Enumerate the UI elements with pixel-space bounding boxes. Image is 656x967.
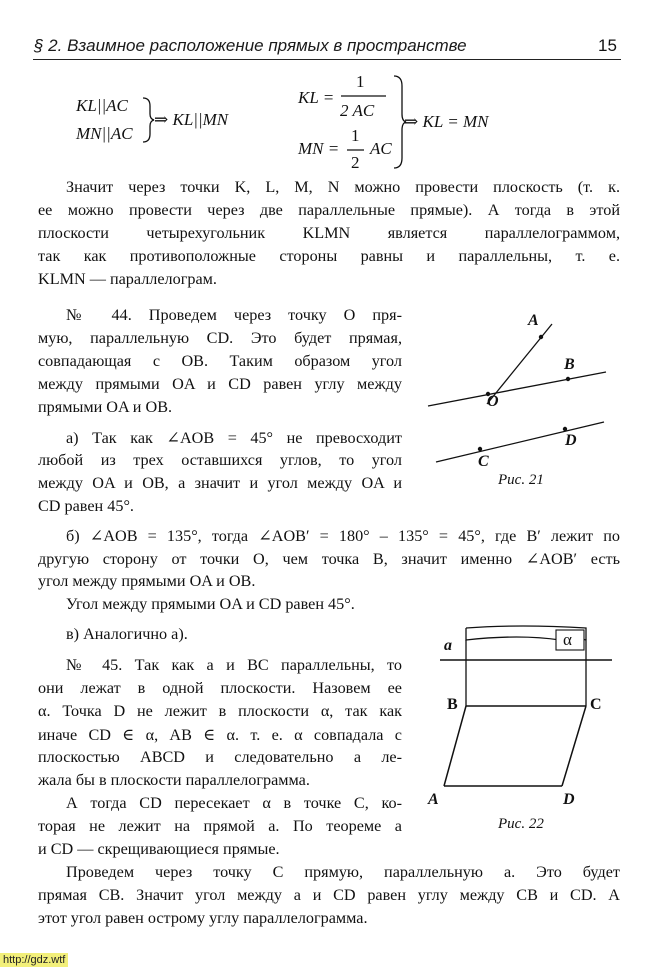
problem-44-part-a: любой из трех оставшихся углов, то угол (38, 451, 402, 469)
problem-44-part-b: угол между прямыми OA и OB. (38, 572, 256, 590)
paragraph-line: ее можно провести через две параллельные прямые). А тогда в этой (38, 201, 620, 219)
figure-21-label-o: O (487, 393, 499, 410)
page-number: 15 (598, 36, 617, 55)
figure-22-label-a-point: A (428, 791, 439, 808)
problem-45-line: и CD — скрещивающиеся прямые. (38, 840, 280, 858)
problem-44-part-a: CD равен 45°. (38, 497, 134, 515)
problem-44-line: совпадающая с OB. Таким образом угол (38, 352, 402, 370)
formula-mn-lhs: MN = (298, 139, 340, 158)
problem-45-conclusion: Проведем через точку C прямую, параллельную a. Это будет (66, 863, 620, 881)
problem-44-answer: Угол между прямыми OA и CD равен 45°. (66, 595, 355, 613)
problem-45-line: иначе CD ∈ α, AB ∈ α. т. е. α совпадала с (38, 726, 402, 744)
problem-44-part-c: в) Аналогично а). (66, 625, 188, 643)
figure-21-caption: Рис. 21 (498, 472, 544, 488)
problem-44-line: между прямыми OA и CD равен углу между (38, 375, 402, 393)
figure-21-label-c: C (478, 453, 489, 470)
problem-45-line: они лежат в одной плоскости. Назовем ее (38, 679, 402, 697)
paragraph-line: Значит через точки K, L, M, N можно провести плоскость (т. к. (66, 178, 620, 196)
formula-kl-parallel-mn: ⇒ KL||MN (154, 110, 229, 129)
formula-mn-tail: AC (370, 139, 392, 158)
problem-44-part-a: а) Так как ∠AOB = 45° не превосходит (66, 429, 402, 447)
page-header-title: § 2. Взаимное расположение прямых в пространстве (34, 36, 467, 55)
paragraph-line: так как противоположные стороны равны и параллельны, т. е. (38, 247, 620, 265)
figure-22-label-d: D (563, 791, 575, 808)
problem-44-line: № 44. Проведем через точку O пря- (66, 306, 402, 324)
paragraph-line: KLMN — параллелограм. (38, 270, 217, 288)
problem-45-conclusion: прямая CB. Значит угол между a и CD равен углу между CB и CD. А (38, 886, 620, 904)
problem-45-line: № 45. Так как a и BC параллельны, то (66, 656, 402, 674)
problem-45-line: А тогда CD пересекает α в точке C, ко- (66, 794, 402, 812)
problem-45-line: жала бы в плоскости параллелограмма. (38, 771, 310, 789)
formula-mn-parallel-ac: MN||AC (76, 124, 133, 143)
formula-kl-equals-mn: ⇒ KL = MN (404, 112, 489, 131)
problem-45-line: α. Точка D не лежит в плоскости α, так как (38, 702, 402, 720)
problem-45-conclusion: этот угол равен острому углу параллелограмма. (38, 909, 368, 927)
figure-22-caption: Рис. 22 (498, 816, 544, 832)
problem-45-line: плоскостью ABCD и следовательно a ле- (38, 748, 402, 766)
figure-22-label-a-line: a (444, 637, 452, 654)
formula-mn-denominator: 2 (351, 153, 360, 172)
formula-mn-numerator: 1 (351, 126, 360, 145)
problem-44-part-a: между OA и OB, а значит и угол между OA и (38, 474, 402, 492)
problem-44-line: мую, параллельную CD. Это будет прямая, (38, 329, 402, 347)
figure-21-label-b: B (564, 356, 575, 373)
problem-44-part-b: б) ∠AOB = 135°, тогда ∠AOB′ = 180° – 135° = 45°, где B′ лежит по (66, 527, 620, 545)
formula-kl-lhs: KL = (298, 88, 335, 107)
problem-44-line: прямыми OA и OB. (38, 398, 173, 416)
figure-22-label-b: B (447, 696, 458, 713)
formula-kl-parallel-ac: KL||AC (76, 96, 128, 115)
problem-45-line: торая не лежит на прямой a. По теореме a (38, 817, 402, 835)
problem-44-part-b: другую сторону от точки O, чем точка B, значит именно ∠AOB′ есть (38, 550, 620, 568)
formula-kl-numerator: 1 (356, 72, 365, 91)
figure-22-label-alpha: α (563, 630, 572, 649)
figure-21-label-d: D (565, 432, 577, 449)
paragraph-line: плоскости четырехугольник KLMN является параллелограммом, (38, 224, 620, 242)
watermark-link[interactable]: http://gdz.wtf (0, 953, 68, 967)
figure-22-label-c: C (590, 696, 602, 713)
figure-21-label-a: A (528, 312, 539, 329)
formula-kl-denominator: 2 AC (340, 101, 375, 120)
